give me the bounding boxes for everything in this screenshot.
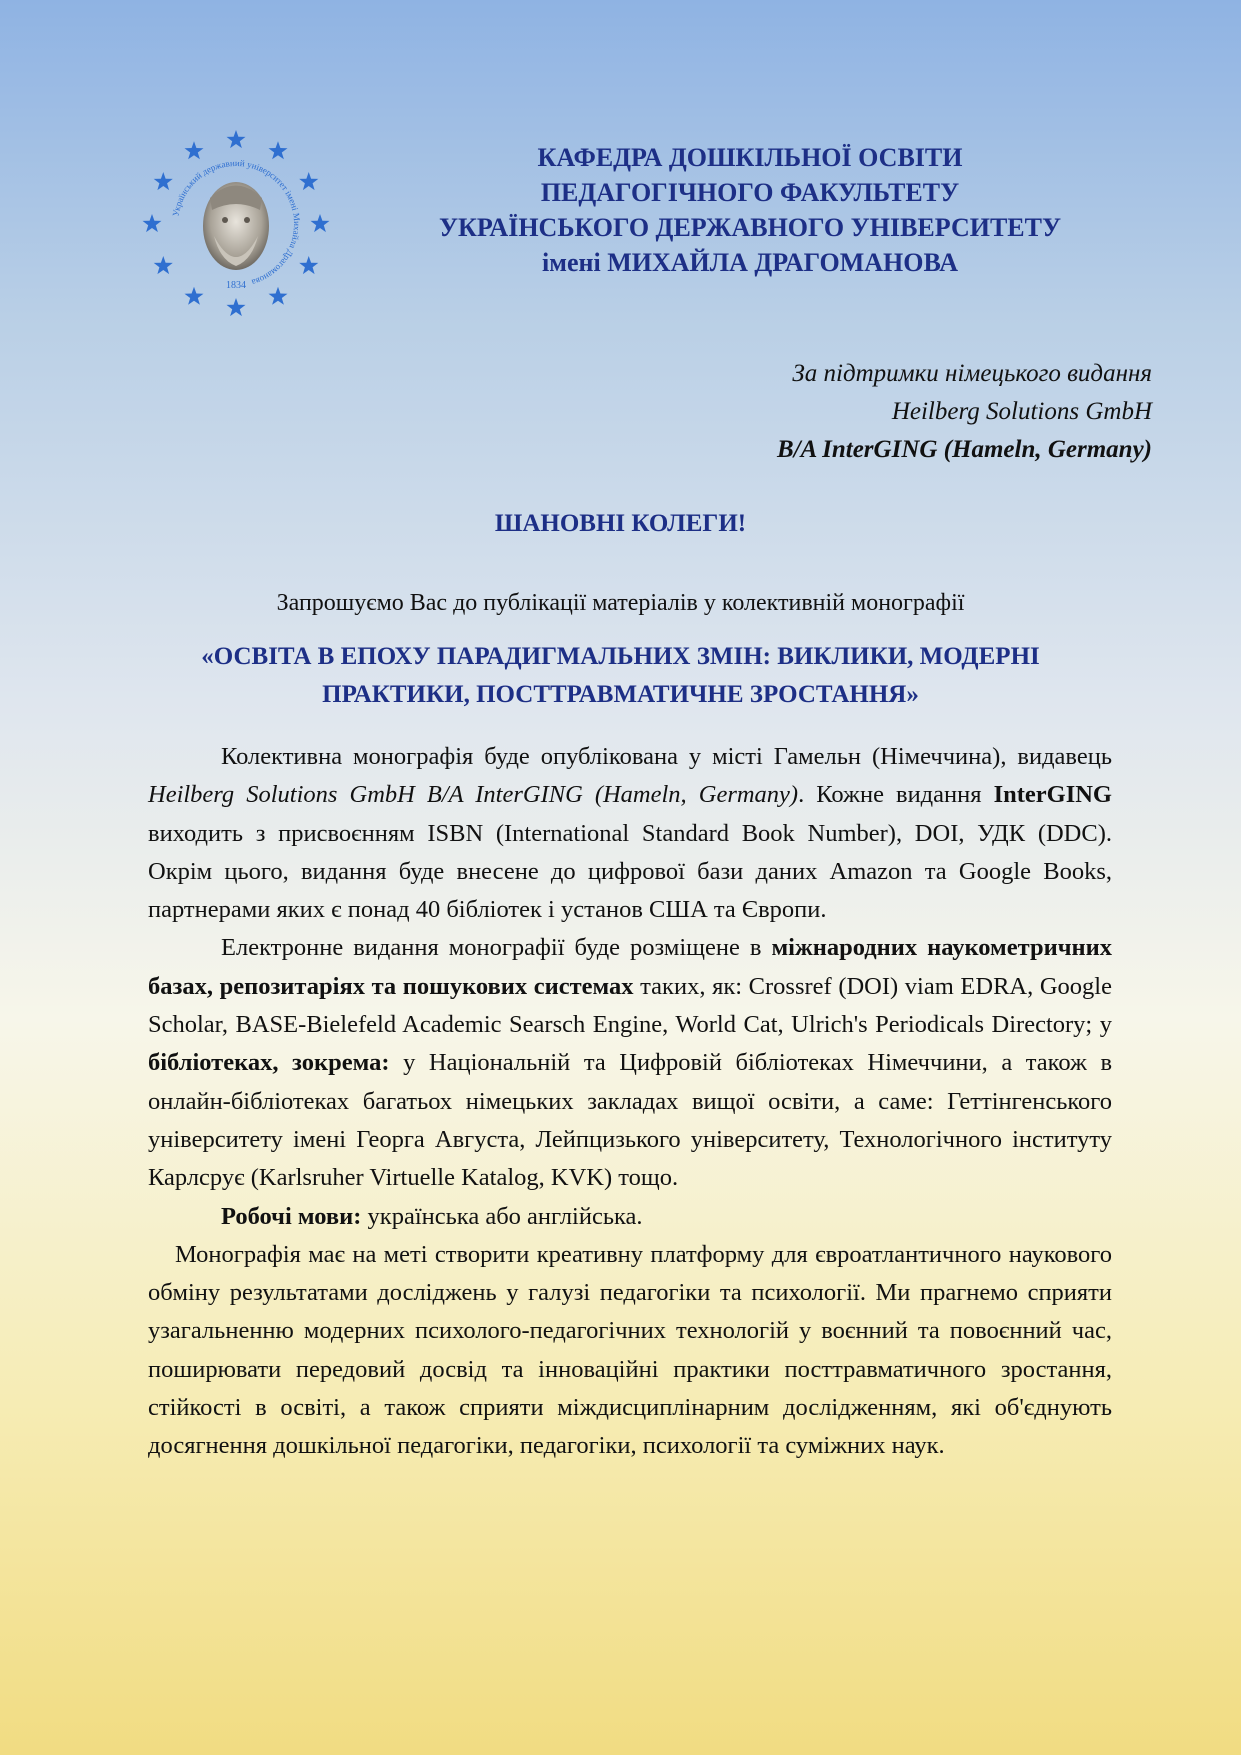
paragraph-languages (148, 1198, 1112, 1236)
languages-label: Робочі мови: (221, 1202, 362, 1230)
university-seal-icon (140, 128, 332, 320)
seal-year: 1834 (226, 280, 246, 291)
star-icon (185, 287, 204, 305)
support-line: За підтримки німецького видання (792, 360, 1152, 387)
star-icon (269, 287, 288, 305)
text-run: таких, як: Crossref (DOI) viam EDRA, Google Scholar, BASE-Bielefeld Academic Searsch Engine, World Cat, Ulrich's Periodicals Directory; у (148, 972, 1112, 1039)
databases-bold: міжнародних наукометричних базах, репозитаріях та пошукових системах (148, 934, 1112, 1000)
text-run: виходить з присвоєнням ISBN (International Standard Book Number), DOI, УДК (DDC). Окрім цього, видання буде внесене до цифрової бази даних Amazon та Google Books, партнерами яких є понад 40 бібліотек і установ США та Європи. (148, 819, 1112, 924)
text-run: Колективна монографія буде опублікована у місті Гамельн (Німеччина), видавець (221, 743, 1112, 770)
header-line: УКРАЇНСЬКОГО ДЕРЖАВНОГО УНІВЕРСИТЕТУ (438, 213, 1062, 242)
star-icon (143, 214, 162, 232)
greeting-heading: ШАНОВНІ КОЛЕГИ! (494, 510, 747, 537)
star-icon (299, 256, 318, 274)
languages-value: українська або англійська. (361, 1202, 643, 1230)
libraries-bold: бібліотеках, зокрема: (148, 1049, 390, 1077)
department-header (370, 140, 1130, 280)
monograph-title (130, 638, 1111, 714)
header-line: ПЕДАГОГІЧНОГО ФАКУЛЬТЕТУ (540, 178, 960, 207)
star-icon (185, 141, 204, 159)
invitation-text: Запрошуємо Вас до публікації матеріалів у колективній монографії (276, 590, 965, 616)
text-run: . Кожне видання (798, 781, 994, 809)
star-icon (299, 172, 318, 190)
paragraph-publication (148, 738, 1112, 929)
star-icon (154, 172, 173, 190)
publisher-italic: Heilberg Solutions GmbH B/A InterGING (Hameln, Germany) (148, 781, 799, 809)
star-icon (311, 214, 330, 232)
header-line: КАФЕДРА ДОШКІЛЬНОЇ ОСВІТИ (537, 143, 963, 172)
paragraph-indexing (148, 929, 1112, 1197)
text-run: Електронне видання монографії буде розміщене в (221, 934, 772, 962)
publisher-name: Heilberg Solutions GmbH (891, 398, 1152, 425)
header-line: імені МИХАЙЛА ДРАГОМАНОВА (542, 248, 958, 277)
monograph-title-line: «ОСВІТА В ЕПОХУ ПАРАДИГМАЛЬНИХ ЗМІН: ВИКЛИКИ, МОДЕРНІ (201, 643, 1040, 670)
publisher-brand: B/A InterGING (Hameln, Germany) (776, 436, 1152, 463)
brand-bold: InterGING (993, 781, 1112, 809)
star-icon (154, 256, 173, 274)
text-run: у Національній та Цифровій бібліотеках Німеччини, а також в онлайн-бібліотеках багатьох німецьких закладах вищої освіти, а саме: Геттінгенського університету імені Георга Августа, Лейпцизького університету, Технологічного інституту Карлсрує (Karlsruher Virtuelle Katalog, KVK) тощо. (148, 1049, 1113, 1192)
paragraph-goals: Монографія має на меті створити креативну платформу для євроатлантичного наукового обміну результатами досліджень у галузі педагогіки та психології. Ми прагнемо сприяти узагальненню модерних психолого-педагогічних технологій у воєнний та повоєнний час, поширювати передовий досвід та інноваційні практики посттравматичного зростання, стійкості в освіті, а також сприяти міждисциплінарним дослідженням, які об'єднують досягнення дошкільної педагогіки, педагогіки, психології та суміжних наук. (148, 1240, 1112, 1460)
monograph-title-line: ПРАКТИКИ, ПОСТТРАВМАТИЧНЕ ЗРОСТАННЯ» (322, 681, 919, 708)
seal-ring-text: Український державний університет імені Михайла Драгоманова (170, 157, 303, 288)
star-icon (227, 298, 246, 316)
support-note (552, 355, 1152, 469)
body-text (148, 738, 1112, 1466)
star-icon (269, 141, 288, 159)
star-icon (227, 130, 246, 148)
